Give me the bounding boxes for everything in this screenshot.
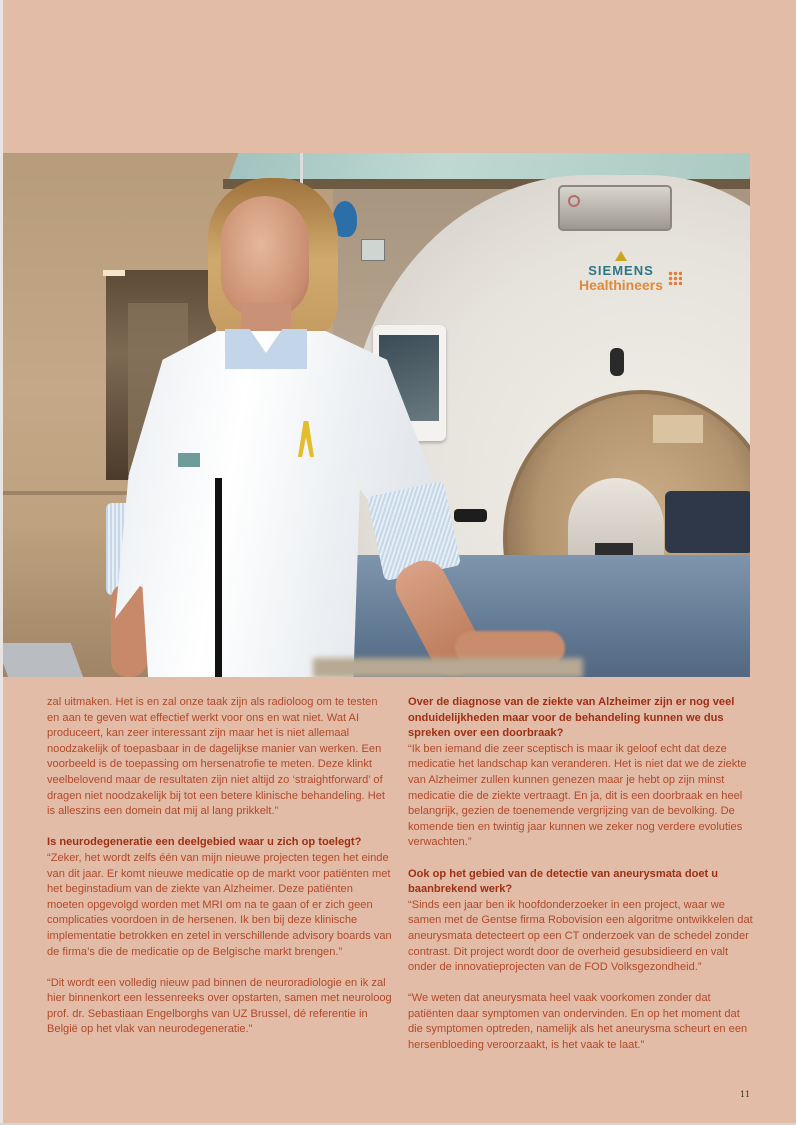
logo-brand-bottom: Healthineers <box>578 277 664 293</box>
paragraph <box>408 991 753 1053</box>
page-number: 11 <box>740 1090 751 1099</box>
photo-left-mat <box>3 643 85 677</box>
lab-coat-placket <box>215 478 222 677</box>
interview-answer: “Ik ben iemand die zeer sceptisch is maar ik geloof echt dat deze medicatie het landschap kan veranderen. Het is niet dat we de ziekte van Alzheimer zullen kunnen genezen maar je hebt op zijn minst medicatie die de ziekte vertraagt. En ja, dit is een doorbraak en heel belangrijk, gezien de toenemende vergrijzing van de bevolking. De komende tien en twintig jaar kunnen we zeker nog verdere evoluties verwachten.” <box>408 742 747 849</box>
table-edge-blur <box>313 658 583 677</box>
name-badge <box>178 453 200 467</box>
logo-dots-icon <box>668 271 682 285</box>
paragraph-text: “Dit wordt een volledig nieuw pad binnen de neuroradiologie en ik zal hier binnenkort een lessenreeks over opstarten, samen met neuroloog prof. dr. Sebastiaan Engelborghs van UZ Brussel, dé referentie in België op het vlak van neurodegeneratie.” <box>47 976 392 1036</box>
ct-scanner-side-slot <box>454 509 487 522</box>
qa-block <box>408 695 753 851</box>
ct-scanner-sensor <box>610 348 624 376</box>
interview-answer: “Zeker, het wordt zelfs één van mijn nieuwe projecten tegen het einde van dit jaar. Er komt nieuwe medicatie op de markt voor patiënten met het beginstadium van de ziekte van Alzheimer. Deze patiënten moeten opgevolgd worden met MRI om na te gaan of er zich geen complicaties voordoen in de hersenen. Ik ben bij deze klinische implementatie betrokken en zetel in verschillende advisory boards van de firma’s die de medicatie op de Belgische markt brengen.” <box>47 851 392 958</box>
paragraph <box>47 695 392 820</box>
photo-door-light <box>103 270 125 276</box>
warning-triangle-icon <box>615 251 627 261</box>
logo-brand-top: SIEMENS <box>588 263 654 278</box>
interview-answer: “Sinds een jaar ben ik hoofdonderzoeker in een project, waar we samen met de Gentse firma Robovision een algoritme ontwikkelen dat aneurysmata detecteert op een CT onderzoek van de schedel zonder contrast. Dit project wordt door de overheid gesubsidieerd en valt onder de innovatieprojecten van de FOD Volksgezondheid.” <box>408 898 753 974</box>
ct-scanner-top-unit <box>558 185 672 231</box>
person-face <box>221 196 309 318</box>
paragraph-text: “We weten dat aneurysmata heel vaak voorkomen zonder dat patiënten daar symptomen van ondervinden. En op het moment dat die symptomen optreden, namelijk als het aneurysma scheurt en een hersenbloeding veroorzaakt, is het vaak te laat.” <box>408 992 748 1052</box>
interview-question: Ook op het gebied van de detectie van aneurysmata doet u baanbrekend werk? <box>408 867 719 896</box>
siemens-healthineers-logo <box>556 251 686 293</box>
paragraph <box>47 976 392 1038</box>
qa-block <box>408 867 753 976</box>
text-column-left <box>47 695 392 1054</box>
photo-cabinet <box>653 415 703 443</box>
article-photo <box>3 153 750 677</box>
text-column-right <box>408 695 753 1069</box>
qa-block <box>47 835 392 960</box>
interview-question: Is neurodegeneratie een deelgebied waar u zich op toelegt? <box>47 836 362 849</box>
photo-wall-sign <box>361 239 385 261</box>
interview-question: Over de diagnose van de ziekte van Alzheimer zijn er nog veel onduidelijkheden maar voor de behandeling kunnen we dus spreken over een doorbraak? <box>408 696 735 740</box>
paragraph-text: zal uitmaken. Het is en zal onze taak zijn als radioloog om te testen en aan te geven wat effectief werkt voor ons en wat niet. Wat AI produceert, kan zeer interessant zijn maar het is niet allemaal noodzakelijk of toepasbaar in de dagelijkse manier van werken. Een voorbeeld is de toepassing om hersenatrofie te meten. Deze klinkt veelbelovend maar de resultaten zijn niet altijd zo ‘straightforward’ of dragen niet noodzakelijk bij tot een betere klinische behandeling. Het is alleszins een domein dat mij al lang prikkelt.” <box>47 696 385 818</box>
ct-scanner-pillow <box>665 491 750 553</box>
